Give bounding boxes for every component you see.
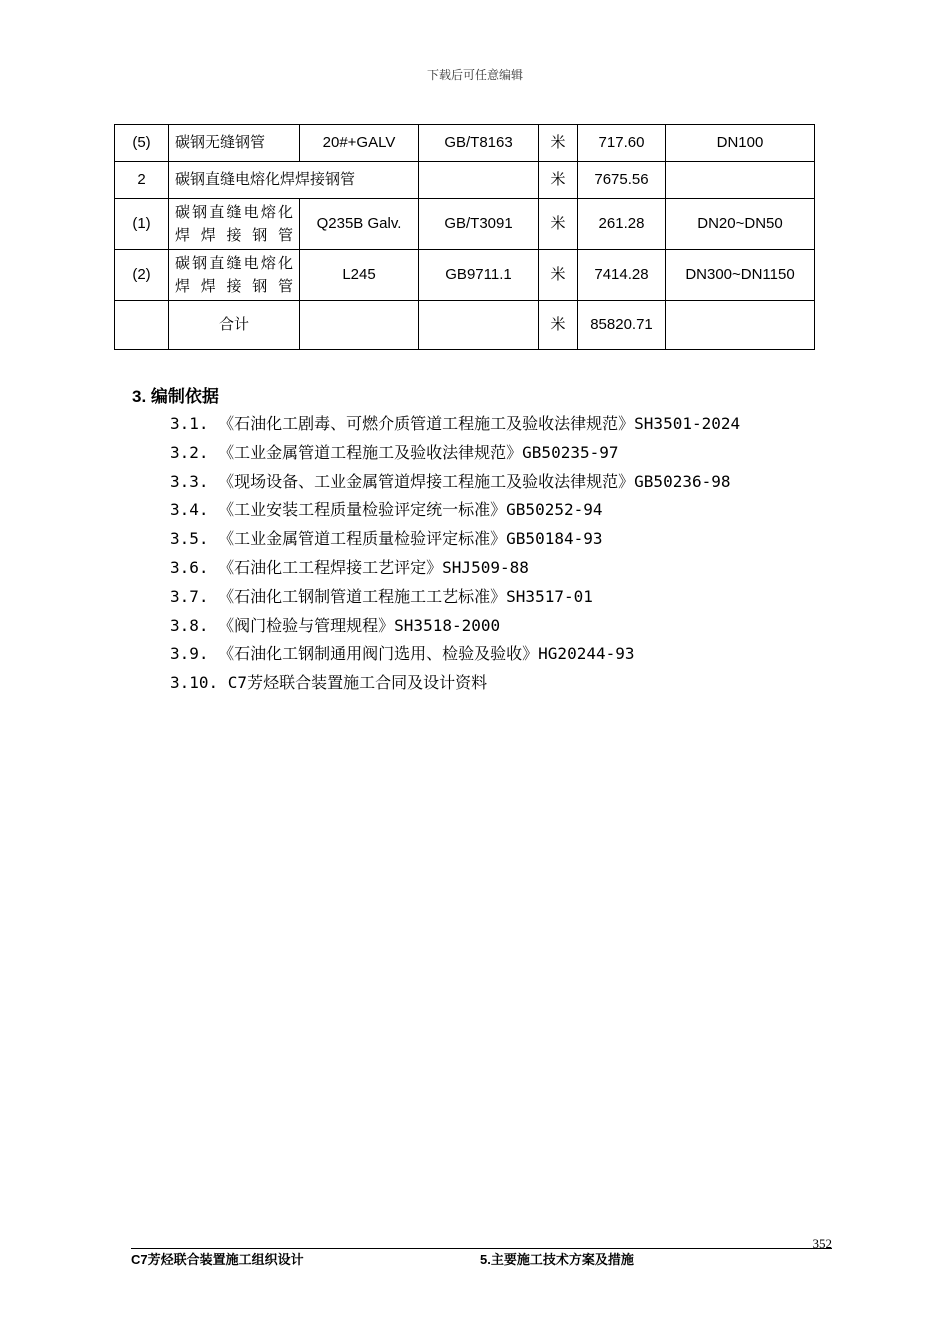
list-item: 3.2. 《工业金属管道工程施工及验收法律规范》GB50235-97 bbox=[170, 442, 619, 462]
quantity: 7414.28 bbox=[578, 250, 666, 301]
page-number: 352 bbox=[812, 1236, 832, 1251]
list-item: 3.9. 《石油化工钢制通用阀门选用、检验及验收》HG20244-93 bbox=[170, 644, 635, 664]
row-index bbox=[115, 301, 169, 350]
quantity: 261.28 bbox=[578, 199, 666, 250]
material-name: 碳钢无缝钢管 bbox=[169, 125, 300, 162]
material-name: 碳钢直缝电熔化焊焊接钢管 bbox=[169, 199, 300, 250]
standard-code: GB/T3091 bbox=[419, 199, 539, 250]
list-item: 3.1. 《石油化工剧毒、可燃介质管道工程施工及验收法律规范》SH3501-2024 bbox=[170, 414, 741, 433]
material-grade: L245 bbox=[300, 250, 419, 301]
total-quantity: 85820.71 bbox=[578, 301, 666, 350]
table-row bbox=[115, 125, 815, 162]
row-index: 2 bbox=[115, 162, 169, 199]
unit: 米 bbox=[539, 301, 578, 350]
quantity: 7675.56 bbox=[578, 162, 666, 199]
section-title: 3. 编制依据 bbox=[132, 387, 219, 406]
material-grade: Q235B Galv. bbox=[300, 199, 419, 250]
standard-code bbox=[419, 162, 539, 199]
total-label: 合计 bbox=[169, 301, 300, 350]
table-row bbox=[115, 301, 815, 350]
footer-document-title: C7芳烃联合装置施工组织设计 bbox=[131, 1252, 304, 1267]
quantity: 717.60 bbox=[578, 125, 666, 162]
size-range: DN100 bbox=[666, 125, 815, 162]
material-grade bbox=[300, 301, 419, 350]
download-note: 下载后可任意编辑 bbox=[426, 68, 523, 82]
row-index: (2) bbox=[115, 250, 169, 301]
list-item: 3.8. 《阀门检验与管理规程》SH3518-2000 bbox=[170, 615, 501, 635]
unit: 米 bbox=[539, 250, 578, 301]
basis-list bbox=[170, 410, 740, 698]
list-item: 3.7. 《石油化工钢制管道工程施工工艺标准》SH3517-01 bbox=[170, 586, 593, 606]
size-range: DN20~DN50 bbox=[666, 199, 815, 250]
material-name: 碳钢直缝电熔化焊焊接钢管 bbox=[169, 162, 419, 199]
size-range bbox=[666, 301, 815, 350]
list-item: 3.5. 《工业金属管道工程质量检验评定标准》GB50184-93 bbox=[170, 529, 603, 549]
unit: 米 bbox=[539, 162, 578, 199]
material-grade: 20#+GALV bbox=[300, 125, 419, 162]
row-index: (5) bbox=[115, 125, 169, 162]
standard-code: GB/T8163 bbox=[419, 125, 539, 162]
size-range bbox=[666, 162, 815, 199]
material-name: 碳钢直缝电熔化焊焊接钢管 bbox=[169, 250, 300, 301]
size-range: DN300~DN1150 bbox=[666, 250, 815, 301]
list-item: 3.10. C7芳烃联合装置施工合同及设计资料 bbox=[170, 673, 488, 693]
list-item: 3.4. 《工业安装工程质量检验评定统一标准》GB50252-94 bbox=[170, 500, 603, 520]
unit: 米 bbox=[539, 125, 578, 162]
standard-code: GB9711.1 bbox=[419, 250, 539, 301]
unit: 米 bbox=[539, 199, 578, 250]
row-index: (1) bbox=[115, 199, 169, 250]
pipe-material-table bbox=[114, 124, 815, 350]
list-item: 3.3. 《现场设备、工业金属管道焊接工程施工及验收法律规范》GB50236-98 bbox=[170, 471, 731, 491]
standard-code bbox=[419, 301, 539, 350]
table-row bbox=[115, 199, 815, 250]
list-item: 3.6. 《石油化工工程焊接工艺评定》SHJ509-88 bbox=[170, 557, 529, 577]
table-row bbox=[115, 162, 815, 199]
table-row bbox=[115, 250, 815, 301]
footer-chapter-title: 5.主要施工技术方案及措施 bbox=[480, 1252, 634, 1267]
